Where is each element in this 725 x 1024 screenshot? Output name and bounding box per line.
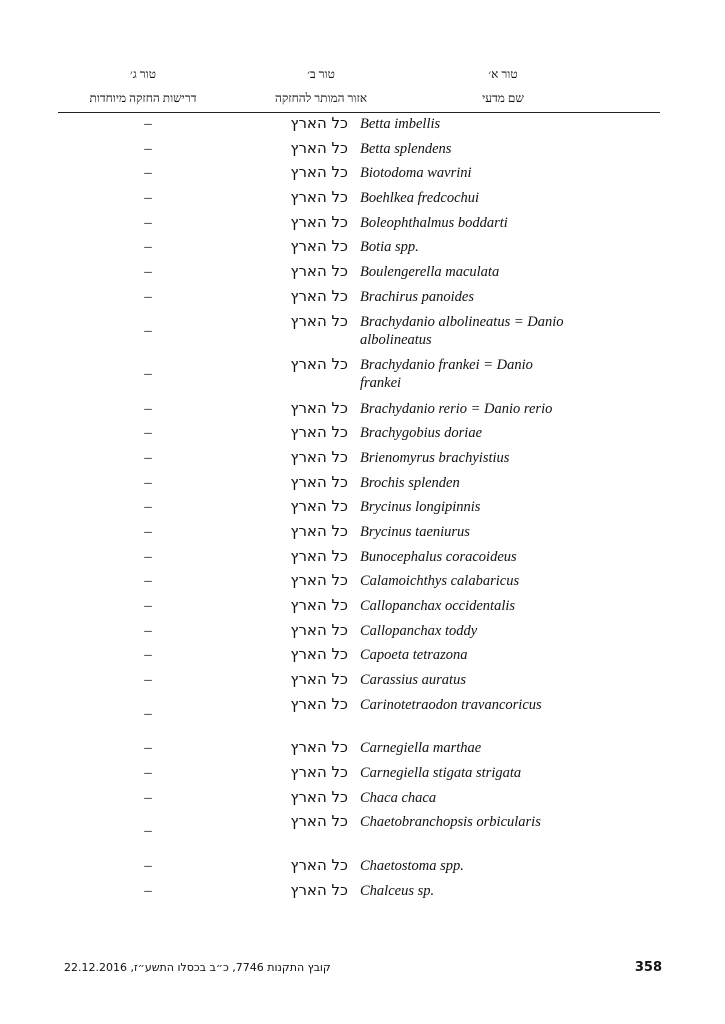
permitted-region-cell: כל הארץ <box>290 762 348 781</box>
scientific-name-cell: Chaetobranchopsis orbicularis <box>360 814 541 831</box>
permitted-region-cell: כל הארץ <box>290 447 348 466</box>
column-b-subtitle: אזור המותר להחזקה <box>274 91 368 105</box>
special-requirements-cell: – <box>144 705 152 722</box>
scientific-name-cell: Carnegiella stigata strigata <box>360 764 522 781</box>
permitted-region-cell: כל הארץ <box>290 163 348 182</box>
permitted-region-cell: כל הארץ <box>290 694 348 713</box>
special-requirements-cell: – <box>144 239 152 256</box>
scientific-name-cell: Boehlkea fredcochui <box>360 190 480 207</box>
special-requirements-cell: – <box>144 288 152 305</box>
special-requirements-cell: – <box>144 474 152 491</box>
permitted-region-cell: כל הארץ <box>290 423 348 442</box>
scientific-name-cell: Carinotetraodon travancoricus <box>360 696 542 713</box>
table-row <box>58 855 660 880</box>
permitted-region-cell: כל הארץ <box>290 521 348 540</box>
table-row <box>58 162 660 187</box>
special-requirements-cell: – <box>144 573 152 590</box>
scientific-name-cell: Betta imbellis <box>360 116 441 132</box>
scientific-name-cell: Bunocephalus coracoideus <box>360 548 517 565</box>
scientific-name-cell: Capoeta tetrazona <box>360 647 468 664</box>
table-row <box>58 286 660 311</box>
table-row <box>58 212 660 237</box>
scientific-name-cell: Betta splendens <box>360 140 452 157</box>
permitted-region-cell: כל הארץ <box>290 311 348 330</box>
scientific-name-cell: Chaetostoma spp. <box>360 857 464 874</box>
special-requirements-cell: – <box>144 647 152 664</box>
special-requirements-cell: – <box>144 214 152 231</box>
permitted-region-cell: כל הארץ <box>290 620 348 639</box>
permitted-region-cell: כל הארץ <box>290 237 348 256</box>
scientific-name-cell: Botia spp. <box>360 239 419 256</box>
permitted-region-cell: כל הארץ <box>290 880 348 899</box>
special-requirements-cell: – <box>144 823 152 840</box>
permitted-region-cell: כל הארץ <box>290 286 348 305</box>
permitted-region-cell: כל הארץ <box>290 472 348 491</box>
permitted-region-cell: כל הארץ <box>290 188 348 207</box>
scientific-name-cell: Boulengerella maculata <box>360 264 500 281</box>
table-row <box>58 880 660 905</box>
table-row <box>58 762 660 787</box>
column-c-title: טור ג׳ <box>130 67 156 81</box>
table-row <box>58 138 660 163</box>
table-row <box>58 669 660 694</box>
scientific-name-cell: Carassius auratus <box>360 672 466 689</box>
table-row <box>58 546 660 571</box>
table-row <box>58 447 660 472</box>
special-requirements-cell: – <box>144 789 152 806</box>
special-requirements-cell: – <box>144 425 152 442</box>
scientific-name-cell: Carnegiella marthae <box>360 740 482 757</box>
scientific-name-cell: Chaca chaca <box>360 789 437 806</box>
special-requirements-cell: – <box>144 672 152 689</box>
column-c-subtitle: דרישות החזקה מיוחדות <box>89 91 197 105</box>
permitted-region-cell: כל הארץ <box>290 212 348 231</box>
table-row <box>58 261 660 286</box>
table-header <box>58 62 660 110</box>
table-row <box>58 472 660 497</box>
scientific-name-cell: Brachydanio frankei = Danio frankei <box>360 357 533 391</box>
special-requirements-cell: – <box>144 140 152 157</box>
table-row <box>58 496 660 521</box>
table-row <box>58 570 660 595</box>
special-requirements-cell: – <box>144 548 152 565</box>
special-requirements-cell: – <box>144 523 152 540</box>
special-requirements-cell: – <box>144 165 152 182</box>
table-row <box>58 354 660 398</box>
permitted-region-cell: כל הארץ <box>290 355 348 373</box>
table-row <box>58 311 660 355</box>
special-requirements-cell: – <box>144 499 152 516</box>
scientific-name-cell: Callopanchax toddy <box>360 622 478 639</box>
scientific-name-cell: Brachydanio rerio = Danio rerio <box>360 400 553 417</box>
permitted-region-cell: כל הארץ <box>290 546 348 565</box>
table-row <box>58 644 660 669</box>
table-row <box>58 595 660 620</box>
special-requirements-cell: – <box>144 857 152 874</box>
special-requirements-cell: – <box>144 598 152 614</box>
special-requirements-cell: – <box>144 400 152 417</box>
special-requirements-cell: – <box>144 622 152 639</box>
table-row <box>58 620 660 645</box>
permitted-region-cell: כל הארץ <box>290 738 348 757</box>
permitted-region-cell: כל הארץ <box>290 787 348 806</box>
scientific-name-cell: Brycinus taeniurus <box>360 523 470 540</box>
permitted-region-cell: כל הארץ <box>290 114 348 132</box>
permitted-region-cell: כל הארץ <box>290 812 348 831</box>
publication-info: קובץ התקנות 7746, כ״ב בכסלו התשע״ז, 22.12.2016 <box>64 961 331 974</box>
column-b-title: טור ב׳ <box>307 67 335 81</box>
table-row <box>58 187 660 212</box>
column-a-title: טור א׳ <box>488 67 518 81</box>
permitted-region-cell: כל הארץ <box>290 497 348 516</box>
scientific-name-cell: Calamoichthys calabaricus <box>360 573 520 590</box>
permitted-region-cell: כל הארץ <box>290 596 348 614</box>
scientific-name-cell: Callopanchax occidentalis <box>360 598 516 614</box>
scientific-name-cell: Brienomyrus brachyistius <box>360 449 510 466</box>
table-row <box>58 521 660 546</box>
scientific-name-cell: Brachirus panoides <box>360 288 474 305</box>
column-a-header <box>408 62 598 110</box>
permitted-region-cell: כל הארץ <box>290 855 348 874</box>
scientific-name-cell: Brochis splenden <box>360 474 460 491</box>
table-row <box>58 236 660 261</box>
table-row <box>58 811 660 855</box>
special-requirements-cell: – <box>144 882 152 899</box>
permitted-region-cell: כל הארץ <box>290 670 348 689</box>
scientific-name-cell: Boleophthalmus boddarti <box>360 214 508 231</box>
special-requirements-cell: – <box>144 322 152 339</box>
special-requirements-cell: – <box>144 116 152 132</box>
table-row <box>58 422 660 447</box>
special-requirements-cell: – <box>144 449 152 466</box>
special-requirements-cell: – <box>144 190 152 207</box>
table-body <box>58 113 660 904</box>
special-requirements-cell: – <box>144 764 152 781</box>
table-row <box>58 398 660 423</box>
special-requirements-cell: – <box>144 366 152 382</box>
permitted-region-cell: כל הארץ <box>290 571 348 590</box>
scientific-name-cell: Biotodoma wavrini <box>360 165 472 182</box>
scientific-name-cell: Chalceus sp. <box>360 882 435 899</box>
permitted-region-cell: כל הארץ <box>290 398 348 417</box>
scientific-name-cell: Brachygobius doriae <box>360 425 483 442</box>
table-row <box>58 113 660 138</box>
permitted-region-cell: כל הארץ <box>290 262 348 281</box>
table-row <box>58 737 660 762</box>
column-c-header <box>58 62 228 110</box>
permitted-region-cell: כל הארץ <box>290 138 348 157</box>
column-b-header <box>236 62 406 110</box>
column-a-subtitle: שם מדעי <box>482 91 524 105</box>
scientific-name-cell: Brachydanio albolineatus = Danio albolineatus <box>360 313 564 348</box>
table-row <box>58 694 660 738</box>
permitted-region-cell: כל הארץ <box>290 645 348 664</box>
table-row <box>58 787 660 812</box>
page-footer <box>58 958 662 982</box>
special-requirements-cell: – <box>144 264 152 281</box>
page-number: 358 <box>634 960 662 975</box>
special-requirements-cell: – <box>144 740 152 757</box>
scientific-name-cell: Brycinus longipinnis <box>360 499 481 516</box>
